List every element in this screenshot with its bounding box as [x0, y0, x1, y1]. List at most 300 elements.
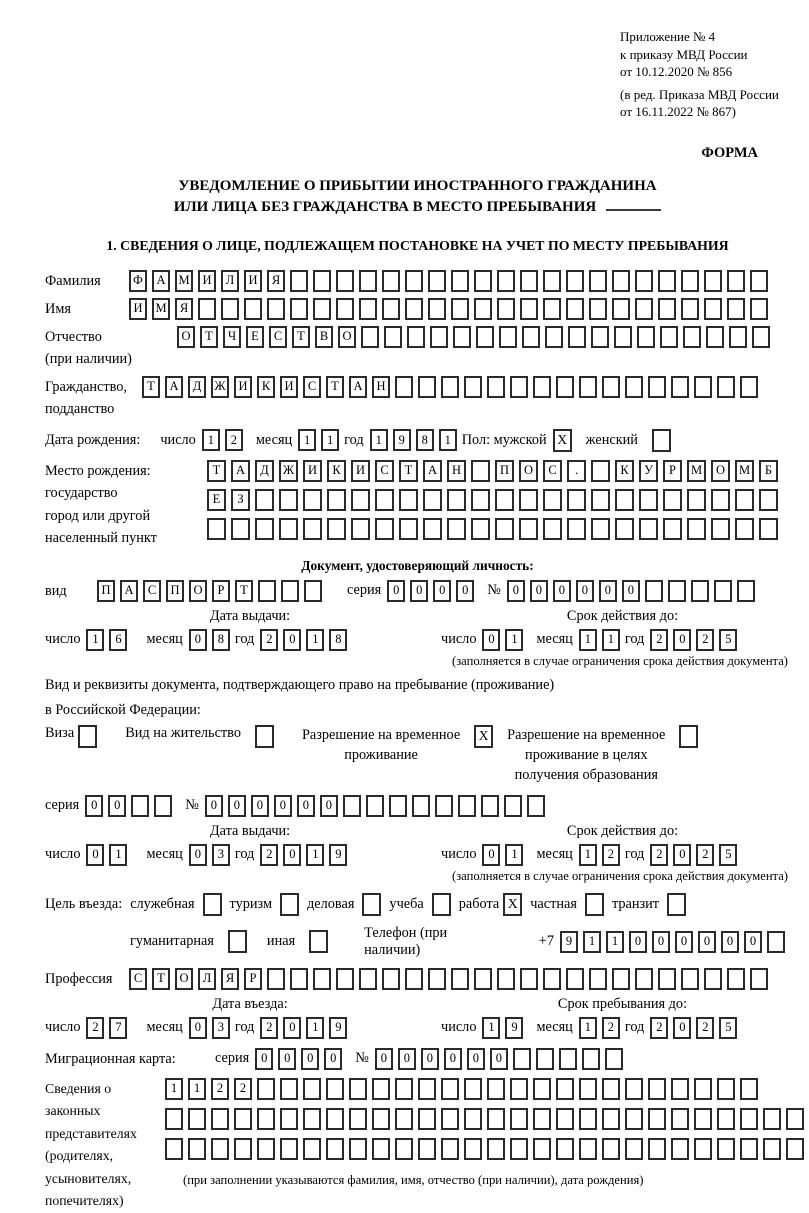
- char-cell[interactable]: 0: [622, 580, 640, 602]
- char-cell[interactable]: 6: [109, 629, 127, 651]
- purpose-study-checkbox[interactable]: [432, 893, 451, 916]
- char-cell[interactable]: [520, 298, 538, 320]
- char-cell[interactable]: [750, 298, 768, 320]
- char-cell[interactable]: У: [639, 460, 658, 482]
- char-cell[interactable]: [418, 1108, 436, 1130]
- char-cell[interactable]: [474, 298, 492, 320]
- char-cell[interactable]: [767, 931, 785, 953]
- char-cell[interactable]: [602, 1138, 620, 1160]
- char-cell[interactable]: Ч: [223, 326, 241, 348]
- char-cell[interactable]: [694, 376, 712, 398]
- char-cell[interactable]: [327, 489, 346, 511]
- char-cell[interactable]: 2: [650, 844, 668, 866]
- char-cell[interactable]: О: [711, 460, 730, 482]
- char-cell[interactable]: [372, 1078, 390, 1100]
- char-cell[interactable]: 8: [416, 429, 434, 451]
- char-cell[interactable]: [279, 489, 298, 511]
- char-cell[interactable]: 0: [297, 795, 315, 817]
- char-cell[interactable]: 2: [211, 1078, 229, 1100]
- char-cell[interactable]: [648, 1138, 666, 1160]
- char-cell[interactable]: [663, 518, 682, 540]
- purpose-tourism-checkbox[interactable]: [280, 893, 299, 916]
- char-cell[interactable]: Т: [235, 580, 253, 602]
- char-cell[interactable]: [499, 326, 517, 348]
- char-cell[interactable]: О: [338, 326, 356, 348]
- char-cell[interactable]: О: [189, 580, 207, 602]
- char-cell[interactable]: [658, 298, 676, 320]
- char-cell[interactable]: [568, 326, 586, 348]
- char-cell[interactable]: [602, 376, 620, 398]
- char-cell[interactable]: [671, 1108, 689, 1130]
- char-cell[interactable]: [533, 1108, 551, 1130]
- char-cell[interactable]: 0: [189, 629, 207, 651]
- purpose-work-checkbox[interactable]: X: [503, 893, 522, 916]
- char-cell[interactable]: [211, 1138, 229, 1160]
- char-cell[interactable]: [487, 1078, 505, 1100]
- char-cell[interactable]: 1: [579, 844, 597, 866]
- char-cell[interactable]: И: [280, 376, 298, 398]
- char-cell[interactable]: 1: [306, 1017, 324, 1039]
- char-cell[interactable]: [612, 968, 630, 990]
- char-cell[interactable]: [418, 1138, 436, 1160]
- char-cell[interactable]: [188, 1138, 206, 1160]
- char-cell[interactable]: [543, 489, 562, 511]
- char-cell[interactable]: [255, 518, 274, 540]
- char-cell[interactable]: Е: [207, 489, 226, 511]
- char-cell[interactable]: Л: [221, 270, 239, 292]
- char-cell[interactable]: [612, 298, 630, 320]
- char-cell[interactable]: [399, 489, 418, 511]
- char-cell[interactable]: [750, 270, 768, 292]
- char-cell[interactable]: [279, 518, 298, 540]
- char-cell[interactable]: 1: [86, 629, 104, 651]
- char-cell[interactable]: 2: [602, 1017, 620, 1039]
- char-cell[interactable]: 2: [86, 1017, 104, 1039]
- char-cell[interactable]: [527, 795, 545, 817]
- char-cell[interactable]: [510, 376, 528, 398]
- char-cell[interactable]: [711, 518, 730, 540]
- char-cell[interactable]: С: [269, 326, 287, 348]
- char-cell[interactable]: [704, 968, 722, 990]
- char-cell[interactable]: М: [152, 298, 170, 320]
- char-cell[interactable]: [522, 326, 540, 348]
- char-cell[interactable]: [382, 270, 400, 292]
- char-cell[interactable]: [464, 1138, 482, 1160]
- char-cell[interactable]: [303, 518, 322, 540]
- char-cell[interactable]: Т: [207, 460, 226, 482]
- char-cell[interactable]: [750, 968, 768, 990]
- char-cell[interactable]: [336, 298, 354, 320]
- char-cell[interactable]: [441, 1078, 459, 1100]
- char-cell[interactable]: 1: [188, 1078, 206, 1100]
- char-cell[interactable]: [453, 326, 471, 348]
- char-cell[interactable]: [244, 298, 262, 320]
- char-cell[interactable]: [423, 518, 442, 540]
- char-cell[interactable]: [566, 270, 584, 292]
- char-cell[interactable]: Б: [759, 460, 778, 482]
- char-cell[interactable]: А: [349, 376, 367, 398]
- female-checkbox[interactable]: [652, 429, 671, 452]
- char-cell[interactable]: [423, 489, 442, 511]
- char-cell[interactable]: [735, 489, 754, 511]
- char-cell[interactable]: [267, 968, 285, 990]
- temp-permit-checkbox[interactable]: X: [474, 725, 493, 748]
- char-cell[interactable]: 8: [212, 629, 230, 651]
- char-cell[interactable]: З: [231, 489, 250, 511]
- char-cell[interactable]: [359, 968, 377, 990]
- char-cell[interactable]: [704, 298, 722, 320]
- char-cell[interactable]: 0: [721, 931, 739, 953]
- char-cell[interactable]: А: [120, 580, 138, 602]
- char-cell[interactable]: С: [375, 460, 394, 482]
- char-cell[interactable]: Т: [399, 460, 418, 482]
- char-cell[interactable]: [290, 968, 308, 990]
- char-cell[interactable]: И: [198, 270, 216, 292]
- char-cell[interactable]: 0: [444, 1048, 462, 1070]
- char-cell[interactable]: 0: [698, 931, 716, 953]
- char-cell[interactable]: [375, 518, 394, 540]
- char-cell[interactable]: [395, 1078, 413, 1100]
- char-cell[interactable]: 0: [482, 844, 500, 866]
- char-cell[interactable]: [582, 1048, 600, 1070]
- char-cell[interactable]: [304, 580, 322, 602]
- char-cell[interactable]: Н: [372, 376, 390, 398]
- char-cell[interactable]: Ф: [129, 270, 147, 292]
- char-cell[interactable]: 0: [482, 629, 500, 651]
- char-cell[interactable]: [257, 1138, 275, 1160]
- char-cell[interactable]: [435, 795, 453, 817]
- char-cell[interactable]: [326, 1138, 344, 1160]
- char-cell[interactable]: 1: [370, 429, 388, 451]
- char-cell[interactable]: [545, 326, 563, 348]
- char-cell[interactable]: [382, 298, 400, 320]
- char-cell[interactable]: 0: [189, 1017, 207, 1039]
- char-cell[interactable]: [405, 298, 423, 320]
- char-cell[interactable]: [326, 1108, 344, 1130]
- char-cell[interactable]: М: [735, 460, 754, 482]
- char-cell[interactable]: [366, 795, 384, 817]
- char-cell[interactable]: [255, 489, 274, 511]
- char-cell[interactable]: 0: [283, 1017, 301, 1039]
- char-cell[interactable]: 1: [109, 844, 127, 866]
- char-cell[interactable]: [280, 1138, 298, 1160]
- char-cell[interactable]: [533, 1078, 551, 1100]
- char-cell[interactable]: [441, 1108, 459, 1130]
- char-cell[interactable]: [258, 580, 276, 602]
- char-cell[interactable]: 2: [234, 1078, 252, 1100]
- char-cell[interactable]: [786, 1108, 804, 1130]
- char-cell[interactable]: 0: [251, 795, 269, 817]
- char-cell[interactable]: [615, 489, 634, 511]
- char-cell[interactable]: [556, 1108, 574, 1130]
- char-cell[interactable]: [313, 968, 331, 990]
- edu-permit-checkbox[interactable]: [679, 725, 698, 748]
- char-cell[interactable]: 0: [675, 931, 693, 953]
- char-cell[interactable]: 0: [387, 580, 405, 602]
- char-cell[interactable]: 0: [410, 580, 428, 602]
- char-cell[interactable]: С: [303, 376, 321, 398]
- char-cell[interactable]: О: [519, 460, 538, 482]
- char-cell[interactable]: И: [234, 376, 252, 398]
- char-cell[interactable]: 1: [482, 1017, 500, 1039]
- char-cell[interactable]: [566, 968, 584, 990]
- char-cell[interactable]: [711, 489, 730, 511]
- char-cell[interactable]: 0: [576, 580, 594, 602]
- char-cell[interactable]: [687, 518, 706, 540]
- char-cell[interactable]: [625, 1078, 643, 1100]
- char-cell[interactable]: .: [567, 460, 586, 482]
- char-cell[interactable]: 0: [228, 795, 246, 817]
- char-cell[interactable]: [694, 1108, 712, 1130]
- char-cell[interactable]: [637, 326, 655, 348]
- char-cell[interactable]: [566, 298, 584, 320]
- char-cell[interactable]: А: [423, 460, 442, 482]
- char-cell[interactable]: 9: [329, 1017, 347, 1039]
- char-cell[interactable]: 2: [650, 629, 668, 651]
- char-cell[interactable]: 1: [505, 629, 523, 651]
- char-cell[interactable]: [471, 489, 490, 511]
- char-cell[interactable]: [471, 518, 490, 540]
- char-cell[interactable]: [131, 795, 149, 817]
- char-cell[interactable]: [405, 270, 423, 292]
- char-cell[interactable]: Р: [212, 580, 230, 602]
- char-cell[interactable]: [384, 326, 402, 348]
- residence-permit-checkbox[interactable]: [255, 725, 274, 748]
- char-cell[interactable]: И: [244, 270, 262, 292]
- char-cell[interactable]: [441, 376, 459, 398]
- char-cell[interactable]: [533, 1138, 551, 1160]
- char-cell[interactable]: П: [166, 580, 184, 602]
- char-cell[interactable]: [691, 580, 709, 602]
- char-cell[interactable]: [165, 1138, 183, 1160]
- char-cell[interactable]: [395, 376, 413, 398]
- char-cell[interactable]: [567, 489, 586, 511]
- char-cell[interactable]: [625, 1138, 643, 1160]
- char-cell[interactable]: 0: [324, 1048, 342, 1070]
- char-cell[interactable]: [343, 795, 361, 817]
- char-cell[interactable]: [591, 518, 610, 540]
- char-cell[interactable]: 1: [306, 844, 324, 866]
- char-cell[interactable]: [740, 1078, 758, 1100]
- char-cell[interactable]: [614, 326, 632, 348]
- char-cell[interactable]: М: [687, 460, 706, 482]
- char-cell[interactable]: 0: [530, 580, 548, 602]
- char-cell[interactable]: [658, 968, 676, 990]
- char-cell[interactable]: [154, 795, 172, 817]
- char-cell[interactable]: [591, 326, 609, 348]
- char-cell[interactable]: А: [152, 270, 170, 292]
- char-cell[interactable]: 2: [260, 629, 278, 651]
- purpose-other-checkbox[interactable]: [309, 930, 328, 953]
- char-cell[interactable]: П: [495, 460, 514, 482]
- char-cell[interactable]: 0: [467, 1048, 485, 1070]
- char-cell[interactable]: 1: [579, 629, 597, 651]
- char-cell[interactable]: [280, 1108, 298, 1130]
- char-cell[interactable]: [579, 1078, 597, 1100]
- char-cell[interactable]: [671, 376, 689, 398]
- char-cell[interactable]: 1: [202, 429, 220, 451]
- char-cell[interactable]: [198, 298, 216, 320]
- char-cell[interactable]: 0: [456, 580, 474, 602]
- char-cell[interactable]: О: [177, 326, 195, 348]
- char-cell[interactable]: [375, 489, 394, 511]
- char-cell[interactable]: 9: [393, 429, 411, 451]
- char-cell[interactable]: П: [97, 580, 115, 602]
- char-cell[interactable]: [625, 1108, 643, 1130]
- char-cell[interactable]: Н: [447, 460, 466, 482]
- char-cell[interactable]: [399, 518, 418, 540]
- char-cell[interactable]: [303, 1078, 321, 1100]
- char-cell[interactable]: [786, 1138, 804, 1160]
- char-cell[interactable]: [487, 376, 505, 398]
- char-cell[interactable]: [543, 518, 562, 540]
- char-cell[interactable]: [681, 968, 699, 990]
- visa-checkbox[interactable]: [78, 725, 97, 748]
- char-cell[interactable]: [717, 1078, 735, 1100]
- char-cell[interactable]: [428, 298, 446, 320]
- purpose-private-checkbox[interactable]: [585, 893, 604, 916]
- char-cell[interactable]: [704, 270, 722, 292]
- char-cell[interactable]: [520, 270, 538, 292]
- char-cell[interactable]: [361, 326, 379, 348]
- char-cell[interactable]: [759, 489, 778, 511]
- char-cell[interactable]: 2: [225, 429, 243, 451]
- char-cell[interactable]: [740, 1108, 758, 1130]
- char-cell[interactable]: 1: [439, 429, 457, 451]
- char-cell[interactable]: 0: [673, 844, 691, 866]
- char-cell[interactable]: 0: [278, 1048, 296, 1070]
- char-cell[interactable]: [510, 1078, 528, 1100]
- char-cell[interactable]: 0: [421, 1048, 439, 1070]
- char-cell[interactable]: [303, 1138, 321, 1160]
- char-cell[interactable]: [543, 298, 561, 320]
- char-cell[interactable]: Т: [152, 968, 170, 990]
- char-cell[interactable]: [694, 1078, 712, 1100]
- char-cell[interactable]: [349, 1138, 367, 1160]
- char-cell[interactable]: 0: [283, 629, 301, 651]
- char-cell[interactable]: К: [615, 460, 634, 482]
- char-cell[interactable]: [717, 376, 735, 398]
- char-cell[interactable]: [351, 489, 370, 511]
- char-cell[interactable]: [281, 580, 299, 602]
- char-cell[interactable]: [740, 376, 758, 398]
- char-cell[interactable]: 5: [719, 629, 737, 651]
- char-cell[interactable]: [533, 376, 551, 398]
- char-cell[interactable]: 1: [602, 629, 620, 651]
- char-cell[interactable]: [763, 1108, 781, 1130]
- char-cell[interactable]: [559, 1048, 577, 1070]
- char-cell[interactable]: [567, 518, 586, 540]
- char-cell[interactable]: [303, 489, 322, 511]
- char-cell[interactable]: [612, 270, 630, 292]
- char-cell[interactable]: [520, 968, 538, 990]
- char-cell[interactable]: С: [543, 460, 562, 482]
- char-cell[interactable]: [579, 376, 597, 398]
- char-cell[interactable]: [395, 1108, 413, 1130]
- char-cell[interactable]: [280, 1078, 298, 1100]
- char-cell[interactable]: 9: [505, 1017, 523, 1039]
- char-cell[interactable]: [648, 1108, 666, 1130]
- char-cell[interactable]: 2: [696, 844, 714, 866]
- char-cell[interactable]: 0: [205, 795, 223, 817]
- char-cell[interactable]: А: [165, 376, 183, 398]
- char-cell[interactable]: [234, 1138, 252, 1160]
- char-cell[interactable]: [556, 1138, 574, 1160]
- char-cell[interactable]: 0: [490, 1048, 508, 1070]
- purpose-humanitarian-checkbox[interactable]: [228, 930, 247, 953]
- char-cell[interactable]: [510, 1108, 528, 1130]
- char-cell[interactable]: [257, 1108, 275, 1130]
- char-cell[interactable]: [671, 1078, 689, 1100]
- char-cell[interactable]: [464, 1108, 482, 1130]
- char-cell[interactable]: Я: [175, 298, 193, 320]
- char-cell[interactable]: [752, 326, 770, 348]
- char-cell[interactable]: 0: [108, 795, 126, 817]
- char-cell[interactable]: [648, 1078, 666, 1100]
- char-cell[interactable]: [683, 326, 701, 348]
- char-cell[interactable]: [290, 298, 308, 320]
- char-cell[interactable]: [763, 1138, 781, 1160]
- char-cell[interactable]: Я: [221, 968, 239, 990]
- char-cell[interactable]: [428, 270, 446, 292]
- char-cell[interactable]: [474, 968, 492, 990]
- char-cell[interactable]: [681, 298, 699, 320]
- char-cell[interactable]: 3: [212, 1017, 230, 1039]
- char-cell[interactable]: [487, 1138, 505, 1160]
- char-cell[interactable]: [648, 376, 666, 398]
- char-cell[interactable]: [336, 968, 354, 990]
- char-cell[interactable]: 2: [602, 844, 620, 866]
- char-cell[interactable]: [513, 1048, 531, 1070]
- char-cell[interactable]: [464, 1078, 482, 1100]
- char-cell[interactable]: 0: [86, 844, 104, 866]
- char-cell[interactable]: [706, 326, 724, 348]
- char-cell[interactable]: 1: [606, 931, 624, 953]
- char-cell[interactable]: [639, 518, 658, 540]
- char-cell[interactable]: Т: [326, 376, 344, 398]
- char-cell[interactable]: 0: [375, 1048, 393, 1070]
- char-cell[interactable]: [412, 795, 430, 817]
- char-cell[interactable]: [727, 298, 745, 320]
- char-cell[interactable]: [694, 1138, 712, 1160]
- char-cell[interactable]: К: [327, 460, 346, 482]
- char-cell[interactable]: А: [231, 460, 250, 482]
- char-cell[interactable]: [495, 489, 514, 511]
- char-cell[interactable]: 1: [505, 844, 523, 866]
- char-cell[interactable]: [418, 376, 436, 398]
- char-cell[interactable]: [681, 270, 699, 292]
- char-cell[interactable]: 3: [212, 844, 230, 866]
- char-cell[interactable]: 2: [260, 844, 278, 866]
- char-cell[interactable]: Ж: [211, 376, 229, 398]
- purpose-business-checkbox[interactable]: [362, 893, 381, 916]
- char-cell[interactable]: [372, 1138, 390, 1160]
- char-cell[interactable]: М: [175, 270, 193, 292]
- char-cell[interactable]: 0: [189, 844, 207, 866]
- char-cell[interactable]: 0: [599, 580, 617, 602]
- male-checkbox[interactable]: X: [553, 429, 572, 452]
- char-cell[interactable]: Л: [198, 968, 216, 990]
- char-cell[interactable]: [737, 580, 755, 602]
- char-cell[interactable]: [759, 518, 778, 540]
- char-cell[interactable]: 0: [507, 580, 525, 602]
- char-cell[interactable]: [717, 1138, 735, 1160]
- char-cell[interactable]: [336, 270, 354, 292]
- char-cell[interactable]: [519, 518, 538, 540]
- char-cell[interactable]: [382, 968, 400, 990]
- char-cell[interactable]: [476, 326, 494, 348]
- char-cell[interactable]: [221, 298, 239, 320]
